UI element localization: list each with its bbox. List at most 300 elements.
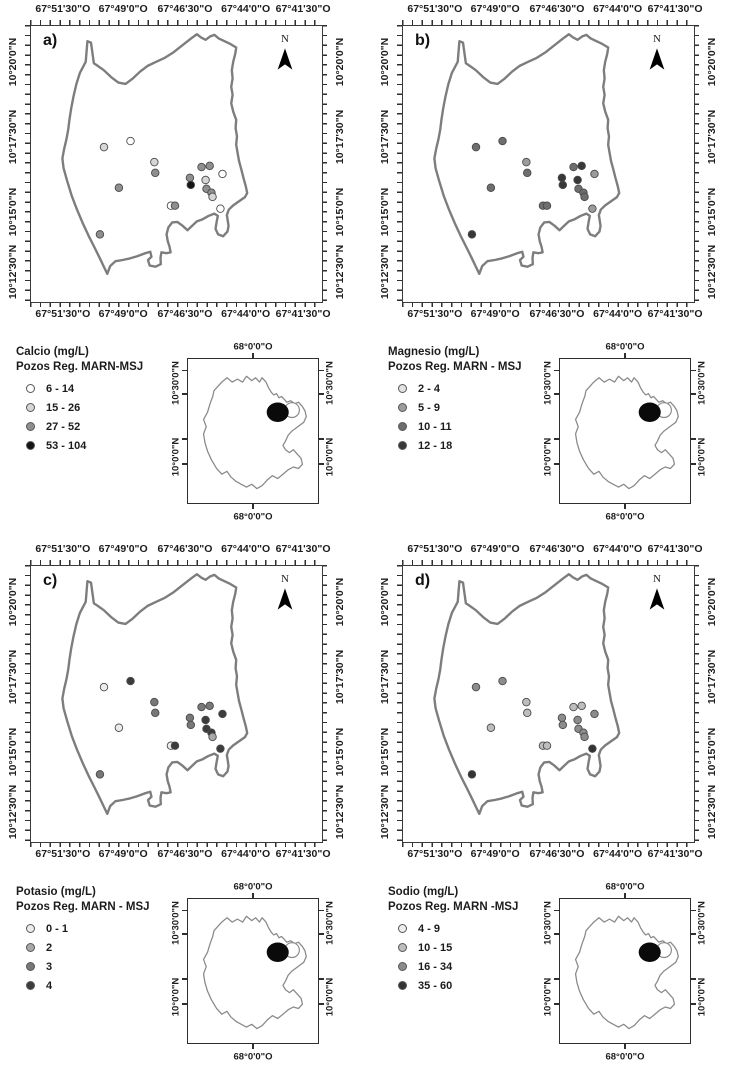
latitude-tick-label: 10°12'30"N bbox=[379, 784, 391, 840]
legend-title: Potasio (mg/L) bbox=[16, 886, 96, 898]
well-point bbox=[186, 714, 194, 722]
latitude-tick-label: 10°20'0"N bbox=[706, 577, 718, 627]
legend-class-symbol bbox=[26, 384, 35, 393]
longitude-tick-label: 67°44'0"O bbox=[221, 3, 271, 15]
municipality-boundary bbox=[434, 574, 619, 814]
longitude-tick-label: 67°44'0"O bbox=[221, 543, 271, 555]
inset-axis-tick bbox=[554, 978, 559, 980]
well-point bbox=[187, 181, 195, 189]
inset-latitude-label: 10°30'0"N bbox=[324, 900, 336, 945]
legend-class-symbol bbox=[26, 943, 35, 952]
inset-map-svg bbox=[560, 359, 690, 503]
legend-rows bbox=[388, 919, 553, 995]
inset-axis-tick bbox=[691, 978, 696, 980]
state-boundary bbox=[576, 916, 679, 1028]
latitude-tick-label: 10°20'0"N bbox=[334, 37, 346, 87]
inset-axis-tick bbox=[182, 978, 187, 980]
north-indicator bbox=[645, 34, 669, 72]
legend-class-symbol bbox=[398, 943, 407, 952]
legend-class-label: 27 - 52 bbox=[46, 420, 81, 433]
inset-axis-tick bbox=[624, 504, 626, 509]
legend-class-label: 3 bbox=[46, 960, 53, 973]
well-point bbox=[206, 162, 214, 170]
north-indicator bbox=[273, 34, 297, 72]
legend-class-row bbox=[16, 417, 181, 436]
longitude-tick-label: 67°46'30"O bbox=[157, 848, 213, 860]
legend-class-row bbox=[388, 398, 553, 417]
longitude-tick-label: 67°41'30"O bbox=[647, 3, 703, 15]
inset-latitude-label: 10°0'0"N bbox=[170, 437, 182, 477]
legend-class-symbol bbox=[26, 403, 35, 412]
legend-class-label: 2 bbox=[46, 941, 53, 954]
well-point bbox=[581, 733, 589, 741]
inset-longitude-label: 68°0'0"O bbox=[605, 341, 645, 353]
well-point bbox=[206, 702, 214, 710]
well-point bbox=[151, 158, 159, 166]
latitude-tick-label: 10°20'0"N bbox=[379, 577, 391, 627]
north-arrow-icon bbox=[648, 46, 666, 72]
inset-latitude-label: 10°30'0"N bbox=[696, 900, 708, 945]
well-point bbox=[468, 771, 476, 779]
longitude-tick-label: 67°46'30"O bbox=[529, 3, 585, 15]
legend-class-symbol bbox=[398, 441, 407, 450]
inset-axis-tick bbox=[691, 910, 696, 912]
longitude-tick-label: 67°49'0"O bbox=[470, 848, 520, 860]
latitude-tick-label: 10°20'0"N bbox=[7, 577, 19, 627]
longitude-tick-label: 67°41'30"O bbox=[275, 308, 331, 320]
panel-b bbox=[372, 0, 744, 540]
inset-axis-tick bbox=[182, 393, 187, 395]
longitude-tick-label: 67°46'30"O bbox=[157, 543, 213, 555]
north-label: N bbox=[281, 33, 289, 45]
well-point bbox=[198, 163, 206, 171]
inset-longitude-label: 68°0'0"O bbox=[605, 511, 645, 523]
latitude-tick-label: 10°12'30"N bbox=[7, 244, 19, 300]
inset-axis-tick bbox=[182, 1003, 187, 1005]
inset-axis-tick bbox=[554, 438, 559, 440]
legend-class-symbol bbox=[398, 403, 407, 412]
inset-axis-tick bbox=[554, 910, 559, 912]
legend-class-row bbox=[16, 436, 181, 455]
inset-axis-tick bbox=[691, 933, 696, 935]
legend-class-row bbox=[388, 417, 553, 436]
legend-rows bbox=[16, 919, 181, 995]
legend-class-label: 16 - 34 bbox=[418, 960, 453, 973]
inset-map bbox=[187, 358, 319, 504]
inset-latitude-label: 10°0'0"N bbox=[542, 977, 554, 1017]
longitude-tick-label: 67°51'30"O bbox=[35, 3, 91, 15]
inset-latitude-label: 10°0'0"N bbox=[324, 977, 336, 1017]
legend-class-symbol bbox=[398, 422, 407, 431]
municipality-boundary bbox=[62, 34, 247, 274]
well-point bbox=[96, 771, 104, 779]
legend-class-row bbox=[388, 976, 553, 995]
longitude-tick-label: 67°49'0"O bbox=[470, 543, 520, 555]
well-point bbox=[151, 709, 159, 717]
longitude-tick-label: 67°49'0"O bbox=[98, 543, 148, 555]
longitude-tick-label: 67°41'30"O bbox=[275, 3, 331, 15]
well-point bbox=[570, 703, 578, 711]
latitude-tick-label: 10°15'0"N bbox=[7, 187, 19, 237]
latitude-tick-label: 10°17'30"N bbox=[7, 649, 19, 705]
well-point bbox=[472, 683, 480, 691]
longitude-tick-label: 67°41'30"O bbox=[275, 543, 331, 555]
legend-class-label: 6 - 14 bbox=[46, 382, 75, 395]
inset-longitude-label: 68°0'0"O bbox=[233, 341, 273, 353]
inset-axis-tick bbox=[252, 353, 254, 358]
legend-class-symbol bbox=[26, 924, 35, 933]
inset-axis-tick bbox=[182, 370, 187, 372]
legend-rows bbox=[16, 379, 181, 455]
inset-axis-tick bbox=[182, 463, 187, 465]
well-point bbox=[100, 143, 108, 151]
legend-class-row bbox=[388, 379, 553, 398]
north-label: N bbox=[281, 573, 289, 585]
latitude-tick-label: 10°12'30"N bbox=[334, 784, 346, 840]
inset-axis-tick bbox=[319, 978, 324, 980]
inset-longitude-label: 68°0'0"O bbox=[233, 511, 273, 523]
inset-latitude-label: 10°30'0"N bbox=[542, 360, 554, 405]
legend-class-row bbox=[16, 976, 181, 995]
legend-class-label: 4 - 9 bbox=[418, 922, 441, 935]
inset-latitude-label: 10°30'0"N bbox=[324, 360, 336, 405]
municipality-boundary bbox=[62, 574, 247, 814]
north-indicator bbox=[273, 574, 297, 612]
longitude-tick-label: 67°44'0"O bbox=[593, 848, 643, 860]
well-point bbox=[574, 176, 582, 184]
longitude-tick-label: 67°46'30"O bbox=[529, 308, 585, 320]
inset-latitude-label: 10°0'0"N bbox=[696, 977, 708, 1017]
state-boundary bbox=[204, 376, 307, 488]
latitude-tick-label: 10°17'30"N bbox=[334, 649, 346, 705]
legend-class-symbol bbox=[26, 422, 35, 431]
panel-letter: a) bbox=[43, 32, 58, 49]
latitude-tick-label: 10°15'0"N bbox=[379, 187, 391, 237]
legend bbox=[388, 346, 553, 455]
well-point bbox=[127, 137, 135, 145]
latitude-tick-label: 10°15'0"N bbox=[379, 727, 391, 777]
longitude-tick-label: 67°51'30"O bbox=[35, 848, 91, 860]
well-point bbox=[523, 698, 531, 706]
legend-class-label: 12 - 18 bbox=[418, 439, 453, 452]
legend-class-row bbox=[16, 919, 181, 938]
inset-longitude-label: 68°0'0"O bbox=[605, 881, 645, 893]
well-point bbox=[558, 174, 566, 182]
longitude-tick-label: 67°46'30"O bbox=[529, 543, 585, 555]
inset-latitude-label: 10°30'0"N bbox=[170, 900, 182, 945]
inset-latitude-label: 10°0'0"N bbox=[542, 437, 554, 477]
inset-axis-tick bbox=[624, 1044, 626, 1049]
well-point bbox=[115, 724, 123, 732]
latitude-tick-label: 10°12'30"N bbox=[334, 244, 346, 300]
main-map bbox=[30, 565, 323, 843]
well-point bbox=[151, 698, 159, 706]
well-point bbox=[115, 184, 123, 192]
legend-class-label: 10 - 15 bbox=[418, 941, 453, 954]
longitude-tick-label: 67°44'0"O bbox=[593, 308, 643, 320]
longitude-tick-label: 67°46'30"O bbox=[157, 308, 213, 320]
well-point bbox=[198, 703, 206, 711]
well-point bbox=[591, 710, 599, 718]
longitude-tick-label: 67°51'30"O bbox=[35, 308, 91, 320]
longitude-tick-label: 67°46'30"O bbox=[157, 3, 213, 15]
well-point bbox=[472, 143, 480, 151]
longitude-tick-label: 67°51'30"O bbox=[407, 3, 463, 15]
well-point bbox=[186, 174, 194, 182]
state-boundary bbox=[204, 916, 307, 1028]
inset-axis-tick bbox=[319, 370, 324, 372]
inset-latitude-label: 10°0'0"N bbox=[324, 437, 336, 477]
north-label: N bbox=[653, 33, 661, 45]
well-point bbox=[574, 716, 582, 724]
longitude-tick-label: 67°51'30"O bbox=[407, 308, 463, 320]
inset-latitude-label: 10°0'0"N bbox=[170, 977, 182, 1017]
inset-axis-tick bbox=[252, 893, 254, 898]
north-arrow-icon bbox=[276, 46, 294, 72]
inset-axis-tick bbox=[691, 393, 696, 395]
study-area-highlight bbox=[639, 402, 661, 422]
north-indicator bbox=[645, 574, 669, 612]
latitude-tick-label: 10°17'30"N bbox=[334, 109, 346, 165]
inset-axis-tick bbox=[252, 504, 254, 509]
latitude-tick-label: 10°12'30"N bbox=[379, 244, 391, 300]
latitude-tick-label: 10°15'0"N bbox=[334, 727, 346, 777]
well-point bbox=[559, 181, 567, 189]
well-point bbox=[589, 745, 597, 753]
longitude-tick-label: 67°49'0"O bbox=[470, 3, 520, 15]
legend bbox=[16, 886, 181, 995]
legend-class-row bbox=[16, 379, 181, 398]
legend-title: Calcio (mg/L) bbox=[16, 346, 89, 358]
legend bbox=[16, 346, 181, 455]
legend-class-label: 53 - 104 bbox=[46, 439, 87, 452]
latitude-tick-label: 10°17'30"N bbox=[706, 649, 718, 705]
inset-axis-tick bbox=[691, 438, 696, 440]
inset-axis-tick bbox=[554, 933, 559, 935]
latitude-tick-label: 10°15'0"N bbox=[706, 187, 718, 237]
well-point bbox=[202, 716, 210, 724]
legend-subtitle: Pozos Reg. MARN-MSJ bbox=[16, 361, 144, 373]
legend-class-label: 2 - 4 bbox=[418, 382, 441, 395]
inset-axis-tick bbox=[624, 353, 626, 358]
well-point bbox=[523, 169, 531, 177]
panel-letter: b) bbox=[415, 32, 431, 49]
legend-class-symbol bbox=[398, 981, 407, 990]
panel-d bbox=[372, 540, 744, 1080]
legend-class-row bbox=[388, 919, 553, 938]
legend-class-label: 15 - 26 bbox=[46, 401, 81, 414]
main-map bbox=[402, 565, 695, 843]
longitude-tick-label: 67°44'0"O bbox=[593, 543, 643, 555]
inset-axis-tick bbox=[182, 438, 187, 440]
longitude-tick-label: 67°41'30"O bbox=[275, 848, 331, 860]
legend-class-symbol bbox=[26, 441, 35, 450]
longitude-tick-label: 67°44'0"O bbox=[221, 848, 271, 860]
longitude-tick-label: 67°41'30"O bbox=[647, 848, 703, 860]
inset-axis-tick bbox=[319, 1003, 324, 1005]
main-map bbox=[402, 25, 695, 303]
inset-axis-tick bbox=[691, 370, 696, 372]
latitude-tick-label: 10°17'30"N bbox=[7, 109, 19, 165]
latitude-tick-label: 10°20'0"N bbox=[334, 577, 346, 627]
legend-class-row bbox=[388, 436, 553, 455]
legend-class-row bbox=[388, 957, 553, 976]
latitude-tick-label: 10°20'0"N bbox=[379, 37, 391, 87]
well-point bbox=[127, 677, 135, 685]
inset-longitude-label: 68°0'0"O bbox=[233, 881, 273, 893]
latitude-tick-label: 10°17'30"N bbox=[379, 109, 391, 165]
well-point bbox=[468, 231, 476, 239]
study-area-highlight bbox=[639, 942, 661, 962]
well-point bbox=[578, 702, 586, 710]
legend-class-row bbox=[388, 938, 553, 957]
inset-axis-tick bbox=[691, 1003, 696, 1005]
inset-axis-tick bbox=[554, 463, 559, 465]
legend-class-symbol bbox=[398, 384, 407, 393]
well-point bbox=[581, 193, 589, 201]
legend-class-label: 0 - 1 bbox=[46, 922, 69, 935]
inset-axis-tick bbox=[319, 910, 324, 912]
longitude-tick-label: 67°44'0"O bbox=[593, 3, 643, 15]
legend-class-symbol bbox=[26, 962, 35, 971]
legend-class-label: 4 bbox=[46, 979, 53, 992]
longitude-tick-label: 67°41'30"O bbox=[647, 543, 703, 555]
municipality-boundary bbox=[434, 34, 619, 274]
legend-rows bbox=[388, 379, 553, 455]
legend-subtitle: Pozos Reg. MARN - MSJ bbox=[388, 361, 522, 373]
inset-map bbox=[559, 358, 691, 504]
longitude-tick-label: 67°49'0"O bbox=[98, 3, 148, 15]
well-point bbox=[570, 163, 578, 171]
inset-map-svg bbox=[188, 359, 318, 503]
well-point bbox=[219, 170, 227, 178]
well-point bbox=[499, 677, 507, 685]
inset-latitude-label: 10°0'0"N bbox=[696, 437, 708, 477]
longitude-tick-label: 67°41'30"O bbox=[647, 308, 703, 320]
legend-class-symbol bbox=[398, 924, 407, 933]
latitude-tick-label: 10°20'0"N bbox=[7, 37, 19, 87]
inset-axis-tick bbox=[319, 438, 324, 440]
well-point bbox=[171, 742, 179, 750]
well-point bbox=[543, 202, 551, 210]
inset-latitude-label: 10°30'0"N bbox=[696, 360, 708, 405]
longitude-tick-label: 67°51'30"O bbox=[407, 543, 463, 555]
inset-axis-tick bbox=[554, 393, 559, 395]
well-point bbox=[523, 709, 531, 717]
well-point bbox=[202, 176, 210, 184]
well-point bbox=[217, 205, 225, 213]
state-boundary bbox=[576, 376, 679, 488]
inset-latitude-label: 10°30'0"N bbox=[170, 360, 182, 405]
legend-class-row bbox=[16, 957, 181, 976]
well-point bbox=[171, 202, 179, 210]
well-point bbox=[209, 193, 217, 201]
longitude-tick-label: 67°49'0"O bbox=[470, 308, 520, 320]
inset-map bbox=[559, 898, 691, 1044]
well-point bbox=[487, 184, 495, 192]
inset-axis-tick bbox=[554, 1003, 559, 1005]
latitude-tick-label: 10°15'0"N bbox=[706, 727, 718, 777]
legend-class-symbol bbox=[398, 962, 407, 971]
legend-class-label: 5 - 9 bbox=[418, 401, 441, 414]
inset-axis-tick bbox=[554, 370, 559, 372]
inset-map-svg bbox=[560, 899, 690, 1043]
well-point bbox=[100, 683, 108, 691]
well-point bbox=[499, 137, 507, 145]
inset-axis-tick bbox=[319, 933, 324, 935]
inset-axis-tick bbox=[182, 910, 187, 912]
main-map bbox=[30, 25, 323, 303]
panel-letter: c) bbox=[43, 572, 58, 589]
legend-title: Sodio (mg/L) bbox=[388, 886, 459, 898]
well-point bbox=[151, 169, 159, 177]
longitude-tick-label: 67°51'30"O bbox=[35, 543, 91, 555]
well-point bbox=[217, 745, 225, 753]
panel-letter: d) bbox=[415, 572, 431, 589]
north-arrow-icon bbox=[276, 586, 294, 612]
inset-axis-tick bbox=[252, 1044, 254, 1049]
longitude-tick-label: 67°44'0"O bbox=[221, 308, 271, 320]
well-point bbox=[96, 231, 104, 239]
legend-class-label: 35 - 60 bbox=[418, 979, 453, 992]
legend-class-symbol bbox=[26, 981, 35, 990]
well-point bbox=[487, 724, 495, 732]
legend-class-row bbox=[16, 938, 181, 957]
inset-axis-tick bbox=[691, 463, 696, 465]
well-point bbox=[591, 170, 599, 178]
north-label: N bbox=[653, 573, 661, 585]
longitude-tick-label: 67°51'30"O bbox=[407, 848, 463, 860]
study-area-highlight bbox=[267, 402, 289, 422]
legend-subtitle: Pozos Reg. MARN -MSJ bbox=[388, 901, 519, 913]
well-point bbox=[578, 162, 586, 170]
latitude-tick-label: 10°17'30"N bbox=[706, 109, 718, 165]
inset-longitude-label: 68°0'0"O bbox=[605, 1051, 645, 1063]
inset-axis-tick bbox=[624, 893, 626, 898]
well-point bbox=[558, 714, 566, 722]
longitude-tick-label: 67°49'0"O bbox=[98, 848, 148, 860]
legend-class-label: 10 - 11 bbox=[418, 420, 452, 433]
longitude-tick-label: 67°49'0"O bbox=[98, 308, 148, 320]
inset-map bbox=[187, 898, 319, 1044]
legend bbox=[388, 886, 553, 995]
latitude-tick-label: 10°12'30"N bbox=[7, 784, 19, 840]
legend-subtitle: Pozos Reg. MARN - MSJ bbox=[16, 901, 150, 913]
latitude-tick-label: 10°12'30"N bbox=[706, 784, 718, 840]
study-area-highlight bbox=[267, 942, 289, 962]
well-point bbox=[589, 205, 597, 213]
well-point bbox=[523, 158, 531, 166]
well-point bbox=[543, 742, 551, 750]
well-point bbox=[187, 721, 195, 729]
latitude-tick-label: 10°15'0"N bbox=[7, 727, 19, 777]
inset-map-svg bbox=[188, 899, 318, 1043]
panel-c bbox=[0, 540, 372, 1080]
latitude-tick-label: 10°12'30"N bbox=[706, 244, 718, 300]
latitude-tick-label: 10°15'0"N bbox=[334, 187, 346, 237]
inset-axis-tick bbox=[319, 393, 324, 395]
well-point bbox=[219, 710, 227, 718]
legend-class-row bbox=[16, 398, 181, 417]
well-point bbox=[209, 733, 217, 741]
well-point bbox=[559, 721, 567, 729]
panel-a bbox=[0, 0, 372, 540]
north-arrow-icon bbox=[648, 586, 666, 612]
inset-latitude-label: 10°30'0"N bbox=[542, 900, 554, 945]
inset-axis-tick bbox=[319, 463, 324, 465]
inset-axis-tick bbox=[182, 933, 187, 935]
longitude-tick-label: 67°46'30"O bbox=[529, 848, 585, 860]
